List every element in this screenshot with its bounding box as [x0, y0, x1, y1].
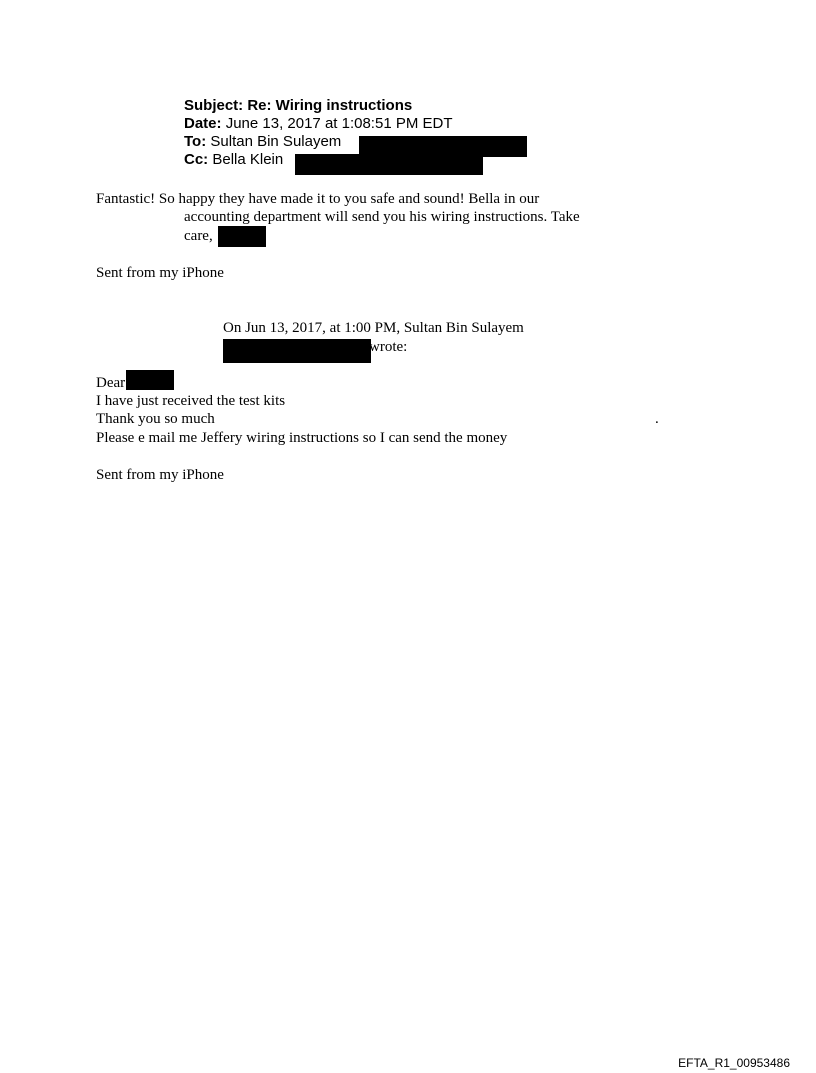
redaction-box — [218, 226, 266, 247]
original-line-1: I have just received the test kits — [96, 393, 286, 409]
email-subject: Subject: Re: Wiring instructions — [184, 97, 413, 114]
original-greeting: Dear — [96, 375, 126, 391]
reply-line-1: Fantastic! So happy they have made it to you safe and sound! Bella in our — [96, 191, 540, 207]
to-label: To: — [184, 133, 207, 150]
redaction-box — [223, 339, 371, 363]
to-value: Sultan Bin Sulayem — [210, 133, 342, 150]
original-signature: Sent from my iPhone — [96, 467, 224, 483]
redaction-box — [295, 154, 483, 175]
date-label: Date: — [184, 115, 222, 132]
cc-value: Bella Klein — [212, 151, 284, 168]
reply-signature: Sent from my iPhone — [96, 265, 224, 281]
email-to — [184, 133, 341, 151]
stray-mark: . — [655, 411, 659, 427]
reply-line-3: care, — [184, 228, 213, 244]
reply-line-2: accounting department will send you his wiring instructions. Take — [184, 209, 580, 225]
redaction-box — [126, 370, 174, 390]
cc-label: Cc: — [184, 151, 209, 168]
original-line-3: Please e mail me Jeffery wiring instructions so I can send the money — [96, 430, 508, 446]
email-date — [184, 115, 453, 133]
quote-attribution-line-2: wrote: — [369, 339, 408, 355]
quote-attribution-line-1: On Jun 13, 2017, at 1:00 PM, Sultan Bin Sulayem — [223, 320, 524, 336]
date-value: June 13, 2017 at 1:08:51 PM EDT — [225, 115, 453, 132]
email-cc — [184, 151, 283, 169]
original-line-2: Thank you so much — [96, 411, 215, 427]
document-id: EFTA_R1_00953486 — [678, 1056, 790, 1070]
